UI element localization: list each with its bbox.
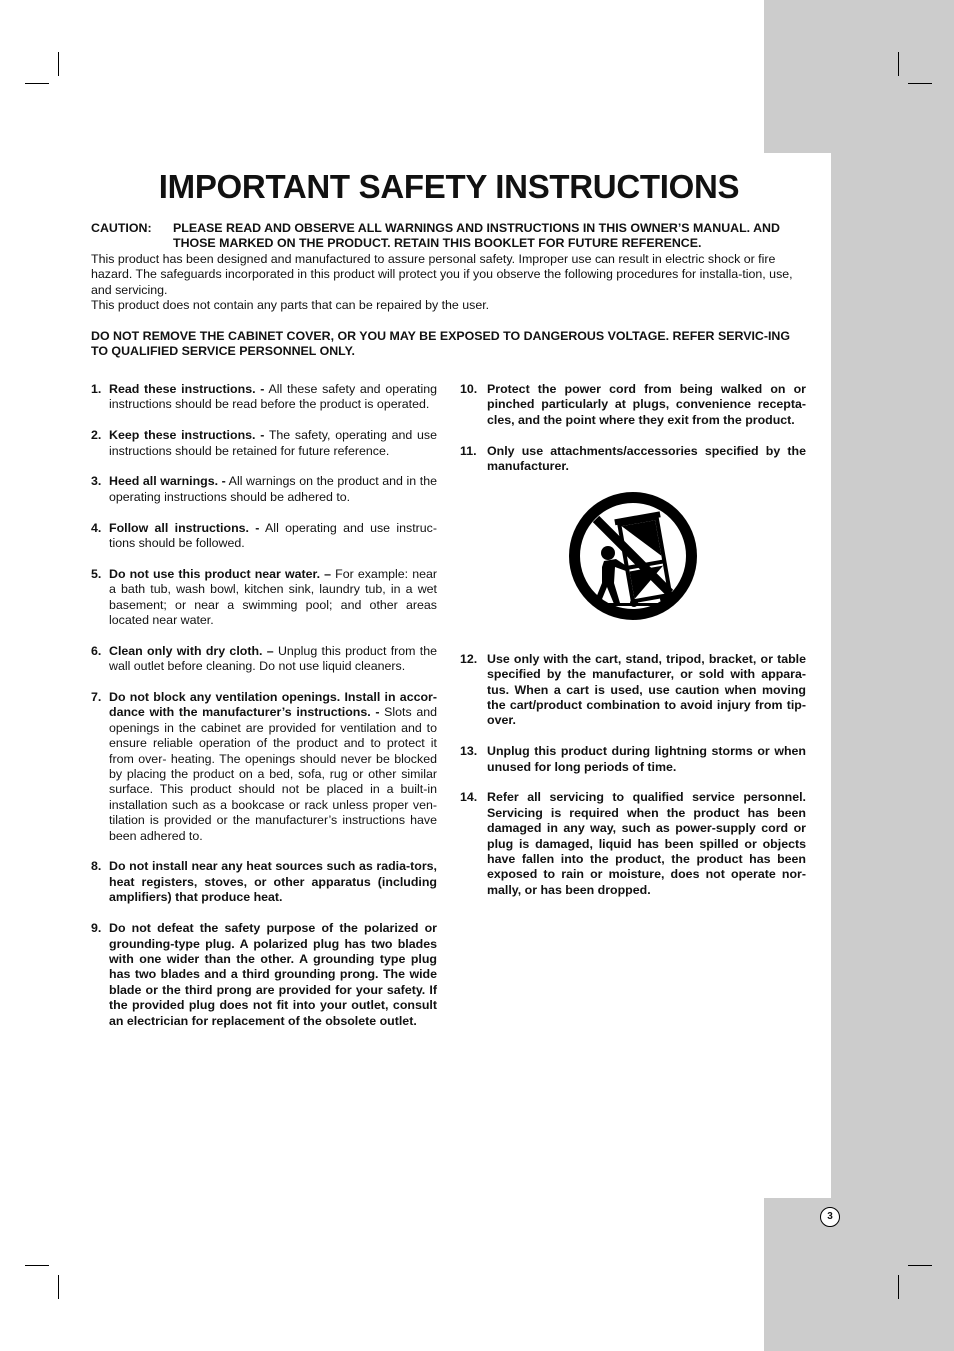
crop-mark	[58, 1275, 59, 1299]
item-body: For example: near a bath tub, wash bowl, kitchen sink, laundry tub, in a wet basement; or near a swimming pool; and other areas located near water.	[109, 566, 437, 628]
intro-block	[91, 252, 797, 314]
item-number: 6.	[91, 643, 102, 658]
item-number: 12.	[460, 651, 478, 666]
instructions-column-right	[460, 382, 806, 914]
instruction-item	[460, 444, 806, 475]
item-number: 10.	[460, 382, 478, 396]
crop-mark	[898, 52, 899, 76]
item-number: 2.	[91, 428, 102, 443]
item-body: All these safety and operating instructions should be read before the product is operated.	[109, 382, 437, 412]
side-band-bottom	[764, 1198, 954, 1351]
item-number: 13.	[460, 744, 478, 759]
crop-mark	[898, 1275, 899, 1299]
item-heading: Do not use this product near water. –	[109, 566, 332, 581]
item-number: 7.	[91, 690, 102, 705]
crop-mark	[58, 52, 59, 76]
item-heading: Do not install near any heat sources such as radia-tors, heat registers, stoves, or other apparatus (including amplifiers) that produce heat.	[109, 859, 437, 905]
item-heading: Protect the power cord from being walked on or pinched particularly at plugs, convenience recepta-cles, and the point where they exit from the product.	[487, 382, 806, 427]
item-number: 9.	[91, 921, 102, 936]
cabinet-warning: DO NOT REMOVE THE CABINET COVER, OR YOU MAY BE EXPOSED TO DANGEROUS VOLTAGE. REFER SERVIC-ING TO QUALIFIED SERVICE PERSONNEL ONLY.	[91, 329, 791, 359]
crop-mark	[908, 1265, 932, 1266]
item-heading: Use only with the cart, stand, tripod, bracket, or table specified by the manufacturer, or sold with appara-tus. When a cart is used, use caution when moving the cart/product combination to avoid injury from tip-over.	[487, 651, 806, 728]
item-body: All operating and use instruc-tions should be followed.	[109, 520, 437, 551]
instruction-item	[91, 382, 437, 413]
instruction-item	[91, 859, 437, 905]
crop-mark	[908, 83, 932, 84]
item-body: The safety, operating and use instructions should be retained for future reference.	[109, 428, 437, 458]
instruction-item	[460, 652, 806, 729]
item-number: 4.	[91, 520, 102, 535]
item-body: All warnings on the product and in the operating instructions should be adhered to.	[109, 474, 437, 504]
item-body: Slots and openings in the cabinet are provided for ventilation and to ensure reliable operation of the product and to protect it from over- heating. The openings should never be blocked by placing the product on a bed, sofa, rug or other similar surface. This product should not be placed in a built-in installation such as a bookcase or rack unless proper ven-tilation is provided or the manufacturer’s instructions have been adhered to.	[109, 705, 437, 843]
instructions-column-left	[91, 382, 437, 1044]
item-heading: Refer all servicing to qualified service personnel. Servicing is required when the product has been damaged in any way, such as power-supply cord or plug is damaged, liquid has been spilled or objects have fallen into the product, the product has been exposed to rain or moisture, does not operate nor-mally, or has been dropped.	[487, 790, 806, 897]
item-heading: Heed all warnings. -	[109, 474, 226, 489]
caution-block	[91, 221, 801, 252]
side-band-right	[831, 153, 954, 1198]
caution-label: CAUTION:	[91, 221, 152, 235]
instruction-item	[460, 382, 806, 428]
item-number: 5.	[91, 566, 102, 581]
item-number: 8.	[91, 859, 102, 874]
cart-tip-over-warning-icon	[568, 491, 698, 621]
instruction-item	[460, 790, 806, 898]
crop-mark	[25, 1265, 49, 1266]
item-number: 14.	[460, 790, 478, 805]
item-heading: Read these instructions. -	[109, 382, 265, 396]
instruction-item	[91, 567, 437, 629]
item-heading: Only use attachments/accessories specified by the manufacturer.	[487, 443, 806, 474]
cart-warning-figure	[460, 491, 806, 625]
item-number: 3.	[91, 474, 102, 489]
item-heading: Follow all instructions. -	[109, 520, 260, 535]
instruction-item	[91, 921, 437, 1029]
caution-text: PLEASE READ AND OBSERVE ALL WARNINGS AND INSTRUCTIONS IN THIS OWNER’S MANUAL. AND THOSE MARKED ON THE PRODUCT. RETAIN THIS BOOKLET FOR FUTURE REFERENCE.	[173, 221, 780, 251]
item-heading: Clean only with dry cloth. –	[109, 643, 274, 658]
instruction-item	[91, 644, 437, 675]
item-number: 1.	[91, 382, 102, 396]
intro-paragraph: This product has been designed and manufactured to assure personal safety. Improper use can result in electric shock or fire hazard. The safeguards incorporated in this product will protect you if you observe the following procedures for installa-tion, use, and servicing.	[91, 252, 793, 297]
instruction-item	[91, 690, 437, 844]
side-band-top	[764, 0, 954, 153]
instruction-item	[460, 744, 806, 775]
instruction-item	[91, 474, 437, 505]
item-body: Unplug this product from the wall outlet before cleaning. Do not use liquid cleaners.	[109, 643, 437, 674]
item-heading: Keep these instructions. -	[109, 428, 265, 443]
crop-mark	[25, 83, 49, 84]
item-heading: Do not block any ventilation openings. Install in accor-dance with the manufacturer’s instructions. -	[109, 690, 437, 720]
page-title: IMPORTANT SAFETY INSTRUCTIONS	[158, 168, 740, 205]
instruction-item	[91, 428, 437, 459]
intro-paragraph: This product does not contain any parts that can be repaired by the user.	[91, 298, 490, 313]
item-heading: Do not defeat the safety purpose of the polarized or grounding-type plug. A polarized plug has two blades with one wider than the other. A grounding type plug has two blades and a third grounding prong. The wide blade or the third prong are provided for your safety. If the provided plug does not fit into your outlet, consult an electrician for replacement of the obsolete outlet.	[109, 921, 437, 1028]
item-number: 11.	[460, 443, 477, 458]
page-number: 3	[820, 1207, 840, 1227]
item-heading: Unplug this product during lightning storms or when unused for long periods of time.	[487, 744, 806, 774]
instruction-item	[91, 521, 437, 552]
